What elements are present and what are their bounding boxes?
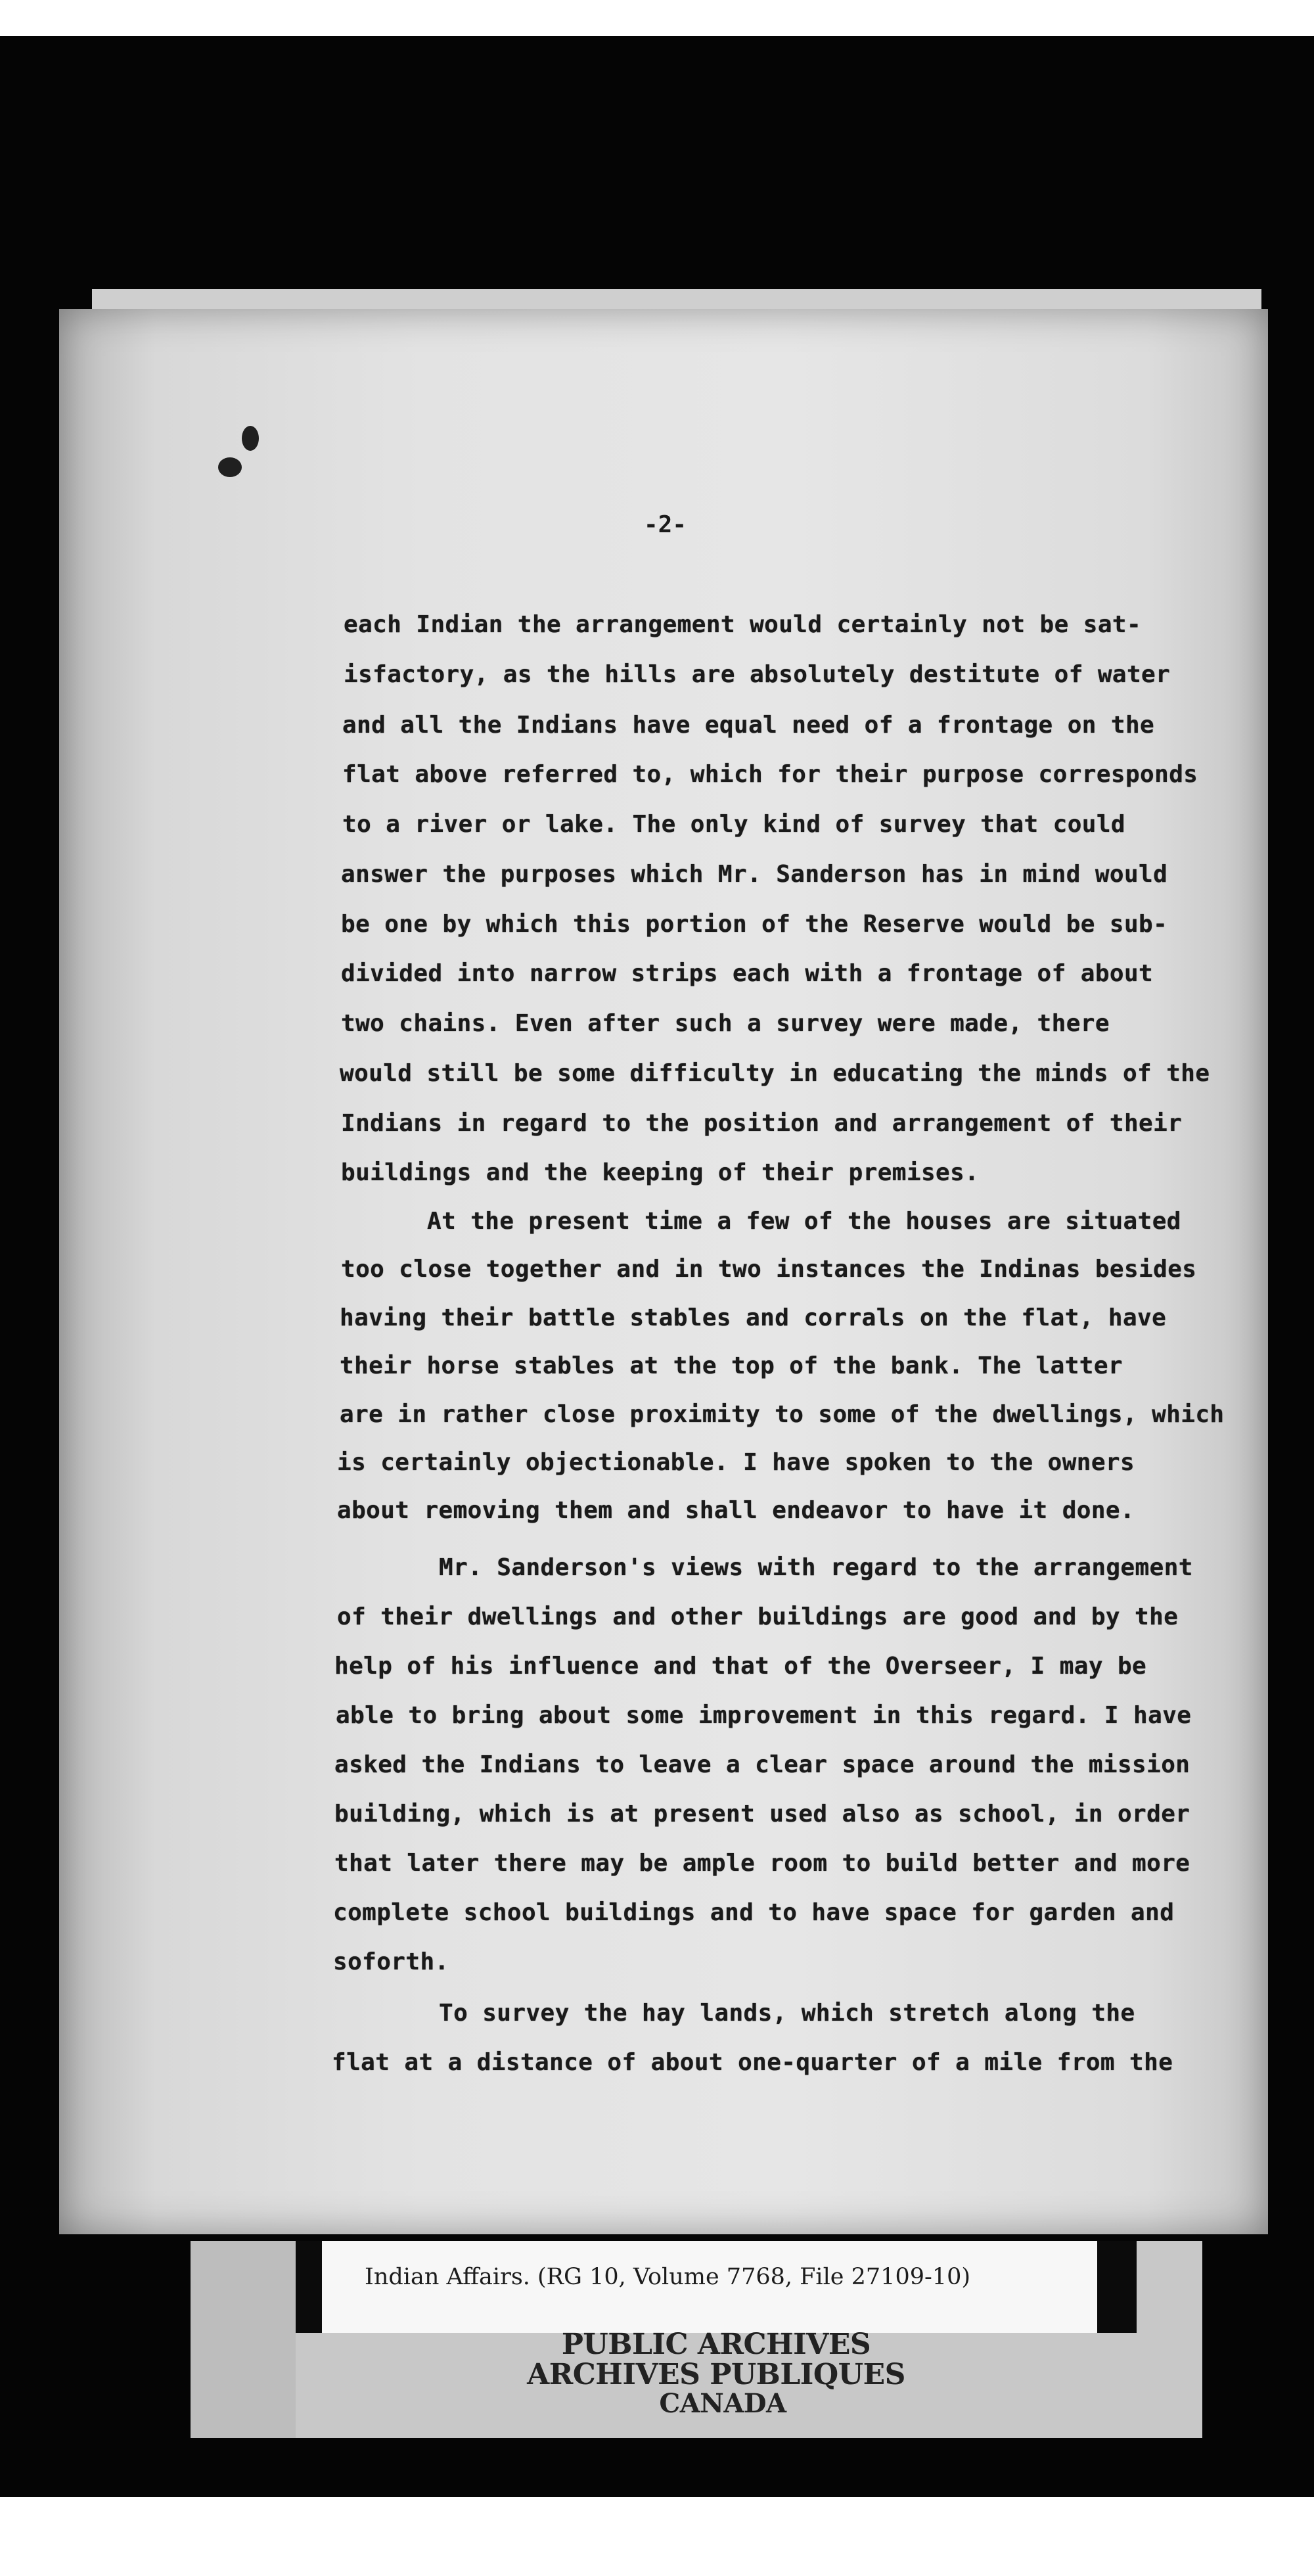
text-line: would still be some difficulty in educating the minds of the bbox=[340, 1060, 1210, 1087]
text-line: too close together and in two instances the Indinas besides bbox=[341, 1256, 1197, 1283]
text-line: isfactory, as the hills are absolutely destitute of water bbox=[344, 661, 1171, 688]
text-line: able to bring about some improvement in this regard. I have bbox=[336, 1702, 1192, 1729]
text-line: buildings and the keeping of their premises. bbox=[341, 1159, 980, 1186]
text-line: each Indian the arrangement would certainly not be sat- bbox=[344, 611, 1142, 638]
text-line: divided into narrow strips each with a frontage of about bbox=[341, 960, 1154, 987]
text-line: flat above referred to, which for their purpose corresponds bbox=[342, 761, 1198, 788]
text-line: two chains. Even after such a survey were made, there bbox=[341, 1010, 1110, 1037]
page-number: -2- bbox=[644, 511, 687, 538]
text-line: flat at a distance of about one-quarter of a mile from the bbox=[332, 2049, 1173, 2076]
text-line: are in rather close proximity to some of the dwellings, which bbox=[340, 1401, 1225, 1428]
archives-stamp-line-1: PUBLIC ARCHIVES bbox=[561, 2328, 871, 2361]
label-notch-left bbox=[296, 2241, 322, 2333]
text-line: their horse stables at the top of the bank. The latter bbox=[340, 1352, 1123, 1379]
text-line: Indians in regard to the position and arrangement of their bbox=[341, 1110, 1183, 1137]
label-notch-right bbox=[1097, 2241, 1137, 2333]
text-line: that later there may be ample room to build better and more bbox=[334, 1850, 1190, 1877]
text-line: about removing them and shall endeavor to have it done. bbox=[337, 1497, 1135, 1524]
text-line: and all the Indians have equal need of a frontage on the bbox=[342, 712, 1155, 739]
text-line: having their battle stables and corrals on the flat, have bbox=[340, 1304, 1167, 1331]
text-line: At the present time a few of the houses are situated bbox=[427, 1208, 1181, 1235]
text-line: is certainly objectionable. I have spoken to the owners bbox=[337, 1449, 1135, 1476]
text-line: asked the Indians to leave a clear space around the mission bbox=[334, 1751, 1190, 1778]
archives-stamp-line-3: CANADA bbox=[659, 2388, 786, 2419]
text-line: answer the purposes which Mr. Sanderson has in mind would bbox=[341, 861, 1168, 888]
archives-stamp-line-2: ARCHIVES PUBLIQUES bbox=[527, 2358, 905, 2391]
archive-citation: Indian Affairs. (RG 10, Volume 7768, File 27109-10) bbox=[365, 2264, 970, 2290]
archive-label-strip-left bbox=[191, 2241, 296, 2438]
text-line: to a river or lake. The only kind of survey that could bbox=[342, 811, 1125, 838]
text-line: help of his influence and that of the Overseer, I may be bbox=[334, 1653, 1147, 1680]
text-line: To survey the hay lands, which stretch along the bbox=[439, 2000, 1135, 2027]
text-line: building, which is at present used also as school, in order bbox=[334, 1801, 1190, 1828]
text-line: of their dwellings and other buildings are good and by the bbox=[337, 1603, 1179, 1630]
text-line: soforth. bbox=[333, 1948, 449, 1975]
text-line: Mr. Sanderson's views with regard to the arrangement bbox=[439, 1554, 1193, 1581]
text-line: complete school buildings and to have space for garden and bbox=[333, 1899, 1175, 1926]
text-line: be one by which this portion of the Reserve would be sub- bbox=[341, 911, 1168, 938]
